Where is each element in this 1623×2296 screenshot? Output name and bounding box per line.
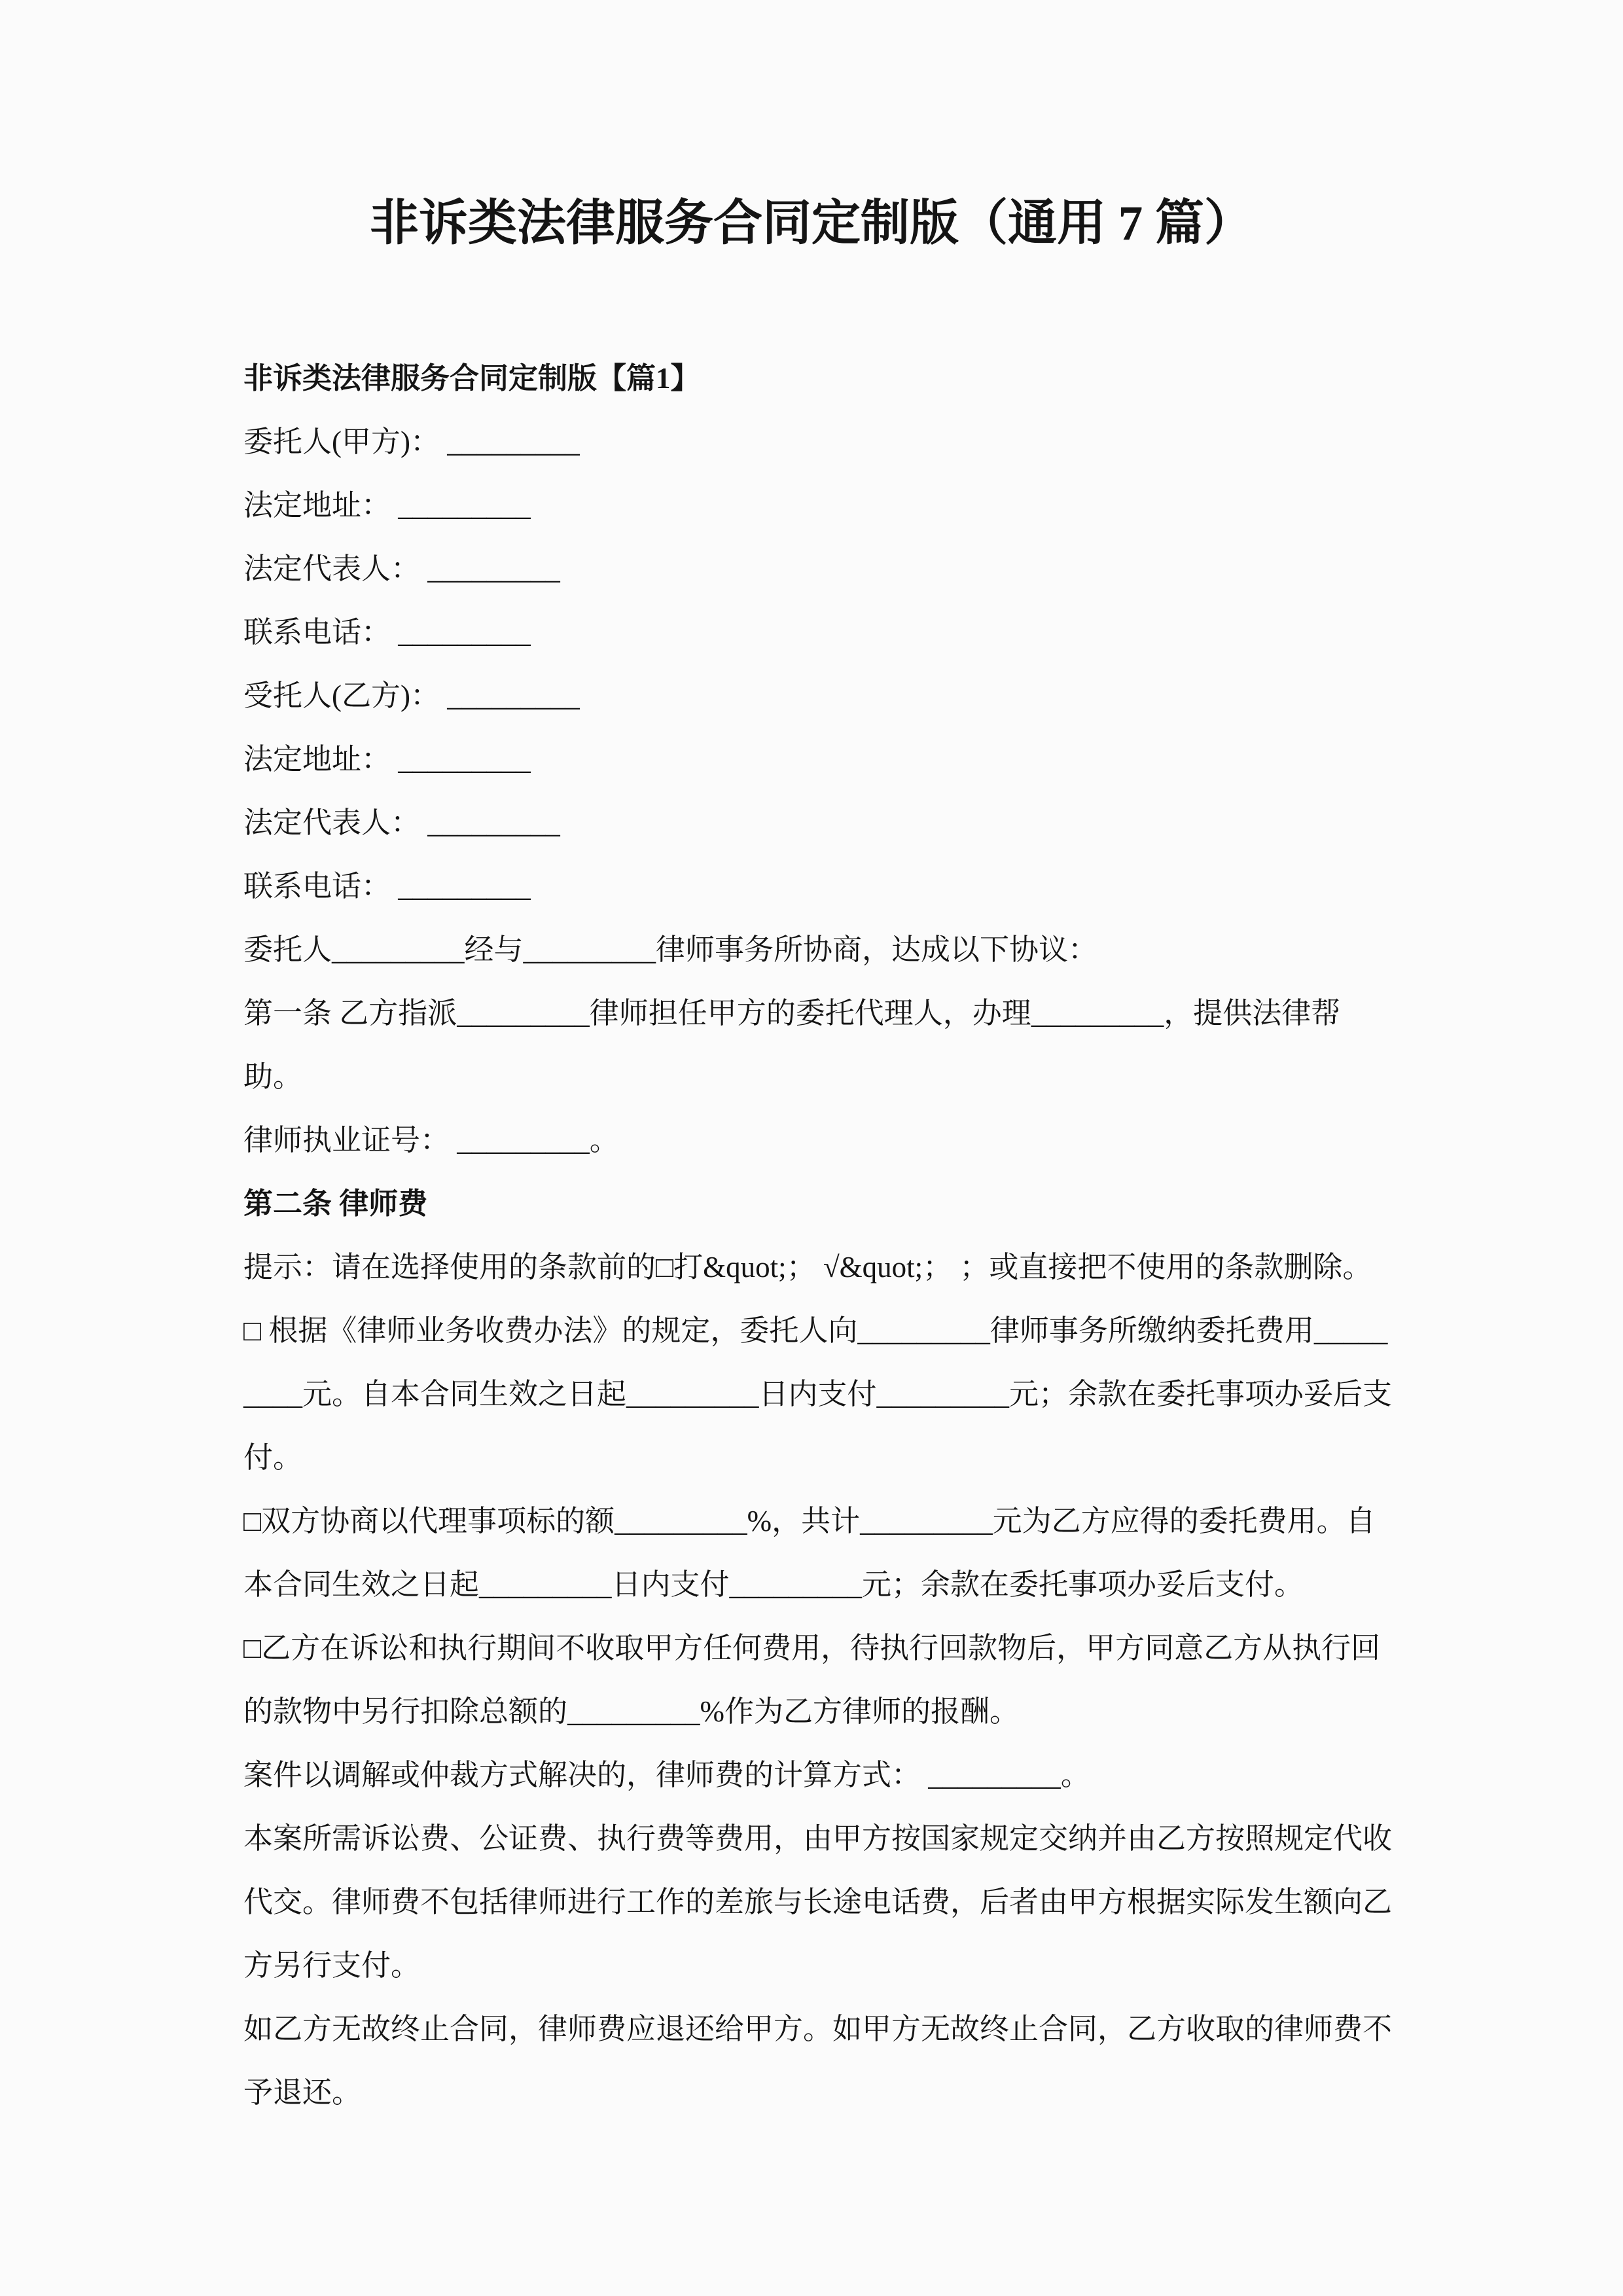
paragraph: 本案所需诉讼费、公证费、执行费等费用，由甲方按国家规定交纳并由乙方按照规定代收代交。律师费不包括律师进行工作的差旅与长途电话费，后者由甲方根据实际发生额向乙方另行支付。 (243, 1821, 1393, 1982)
paragraph: 如乙方无故终止合同，律师费应退还给甲方。如甲方无故终止合同，乙方收取的律师费不予退还。 (243, 2012, 1393, 2109)
paragraph: □ 根据《律师业务收费办法》的规定，委托人向_________律师事务所缴纳委托费用_________元。自本合同生效之日起_________日内支付_________元；余款在委托事项办妥后支付。 (243, 1314, 1393, 1474)
document-body (243, 347, 1393, 2125)
paragraph: 委托人_________经与_________律师事务所协商，达成以下协议： (243, 933, 1098, 966)
paragraph: □乙方在诉讼和执行期间不收取甲方任何费用，待执行回款物后，甲方同意乙方从执行回的款物中另行扣除总额的_________%作为乙方律师的报酬。 (243, 1631, 1381, 1728)
paragraph: □双方协商以代理事项标的额_________%，共计_________元为乙方应得的委托费用。自本合同生效之日起_________日内支付_________元；余款在委托事项办妥后支付。 (243, 1504, 1376, 1601)
paragraph: 案件以调解或仲裁方式解决的，律师费的计算方式： _________。 (243, 1758, 1090, 1791)
paragraph: 法定代表人： _________ (243, 552, 560, 585)
paragraph: 法定代表人： _________ (243, 806, 560, 839)
paragraph: 受托人(乙方)： _________ (243, 679, 580, 712)
paragraph-heading: 第二条 律师费 (243, 1187, 428, 1220)
paragraph: 联系电话： _________ (243, 615, 531, 649)
paragraph-heading: 非诉类法律服务合同定制版【篇1】 (243, 361, 700, 395)
paragraph: 第一条 乙方指派_________律师担任甲方的委托代理人，办理_________，提供法律帮助。 (243, 996, 1341, 1093)
paragraph: 律师执业证号： _________。 (243, 1123, 619, 1157)
paragraph: 提示：请在选择使用的条款前的□打&quot;； √&quot;； ；或直接把不使用的条款删除。 (243, 1250, 1372, 1283)
paragraph: 联系电话： _________ (243, 869, 531, 903)
document-title: 非诉类法律服务合同定制版（通用 7 篇） (369, 196, 1253, 251)
paragraph: 法定地址： _________ (243, 742, 531, 776)
paragraph: 委托人(甲方)： _________ (243, 425, 580, 458)
paragraph: 法定地址： _________ (243, 488, 531, 522)
